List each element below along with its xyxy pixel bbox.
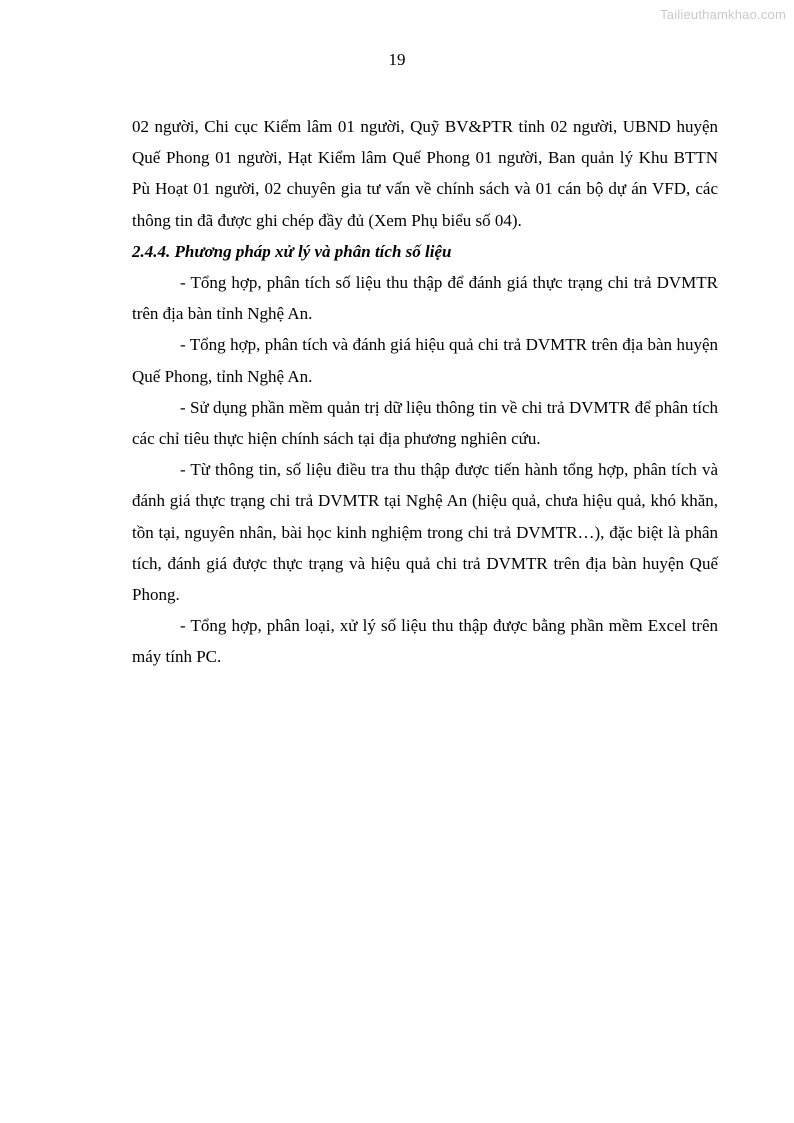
page-number: 19 (388, 50, 406, 69)
list-item: - Tổng hợp, phân loại, xử lý số liệu thu thập được bằng phần mềm Excel trên máy tính PC. (132, 616, 718, 667)
list-item: - Tổng hợp, phân tích số liệu thu thập để đánh giá thực trạng chi trả DVMTR trên địa bàn tỉnh Nghệ An. (132, 273, 718, 324)
intro-paragraph: 02 người, Chi cục Kiểm lâm 01 người, Quỹ BV&PTR tỉnh 02 người, UBND huyện Quế Phong 01 người, Hạt Kiểm lâm Quế Phong 01 người, Ban quản lý Khu BTTN Pù Hoạt 01 người, 02 chuyên gia tư vấn về chính sách và 01 cán bộ dự án VFD, các thông tin đã được ghi chép đầy đủ (Xem Phụ biểu số 04). (132, 117, 718, 230)
document-body (132, 111, 718, 673)
section-heading: 2.4.4. Phương pháp xử lý và phân tích số liệu (132, 241, 452, 261)
list-item: - Từ thông tin, số liệu điều tra thu thập được tiến hành tổng hợp, phân tích và đánh giá thực trạng chi trả DVMTR tại Nghệ An (hiệu quả, chưa hiệu quả, khó khăn, tồn tại, nguyên nhân, bài học kinh nghiệm trong chi trả DVMTR…), đặc biệt là phân tích, đánh giá được thực trạng và hiệu quả chi trả DVMTR trên địa bàn huyện Quế Phong. (132, 460, 718, 605)
list-item: - Sử dụng phần mềm quản trị dữ liệu thông tin về chi trả DVMTR để phân tích các chỉ tiêu thực hiện chính sách tại địa phương nghiên cứu. (132, 397, 718, 449)
list-item: - Tổng hợp, phân tích và đánh giá hiệu quả chi trả DVMTR trên địa bàn huyện Quế Phong, tỉnh Nghệ An. (132, 335, 718, 386)
watermark: Tailieuthamkhao.com (660, 7, 786, 22)
